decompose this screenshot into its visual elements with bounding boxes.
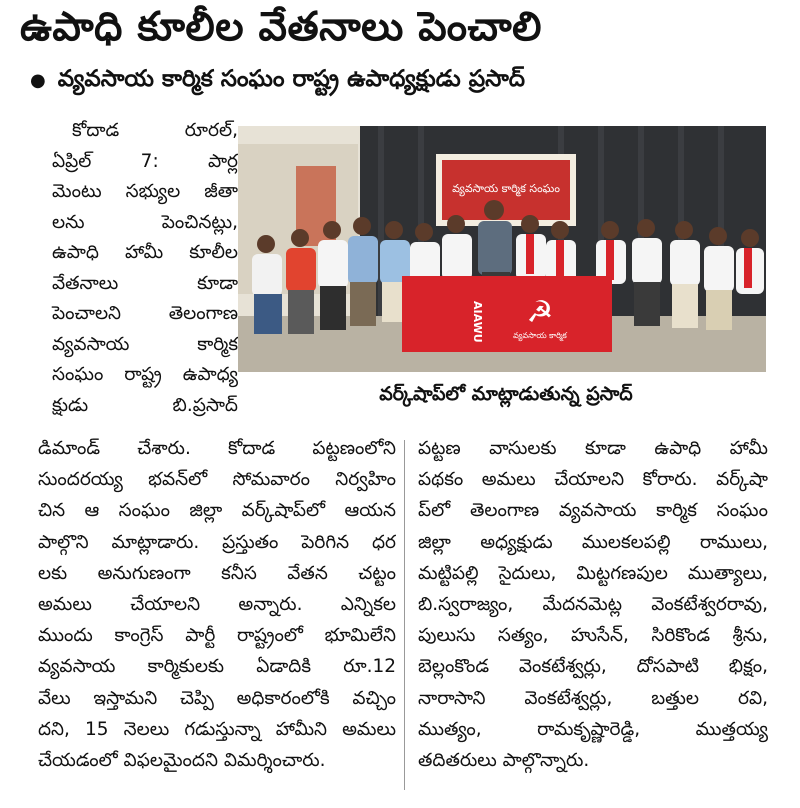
article-line: డిమాండ్ చేశారు. కోదాడ పట్టణంలోని bbox=[38, 438, 396, 459]
article-line: సంఘం రాష్ట్ర ఉపాధ్య bbox=[52, 364, 238, 385]
article-intro-column bbox=[52, 116, 238, 421]
subheadline bbox=[30, 62, 790, 98]
subheadline-text: వ్యవసాయ కార్మిక సంఘం రాష్ట్ర ఉపాధ్యక్షుడు ప్రసాద్ bbox=[57, 66, 526, 92]
article-line: దని, 15 నెలలు గడుస్తున్నా హామీని అమలు bbox=[38, 718, 396, 740]
article-line: సుందరయ్య భవన్‌లో సోమవారం నిర్వహిం bbox=[38, 469, 396, 491]
article-line: ముందు కాంగ్రెస్ పార్టీ రాష్ట్రంలో భూమిలేని bbox=[38, 625, 396, 647]
article-line: తదితరులు పాల్గొన్నారు. bbox=[418, 750, 590, 772]
article-line: లకు అనుగుణంగా కనీస వేతన చట్టం bbox=[38, 562, 396, 584]
article-column-right bbox=[418, 433, 768, 776]
article-line: ప్‌లో తెలంగాణ వ్యవసాయ కార్మిక సంఘం bbox=[418, 500, 768, 522]
article-line: చేయడంలో విఫలమైందని విమర్శించారు. bbox=[38, 750, 326, 772]
photo-illustration bbox=[238, 126, 766, 372]
photo-banner-text: వ్యవసాయ కార్మిక సంఘం bbox=[452, 182, 560, 195]
article-line: కోదాడ రూరల్, bbox=[72, 120, 238, 141]
photo-table-subtext: వ్యవసాయ కార్మిక bbox=[513, 331, 567, 340]
article-line: వ్యవసాయ కార్మికులకు ఏడాదికి రూ.12 bbox=[38, 656, 396, 678]
article-column-left bbox=[38, 433, 396, 776]
article-line: వేతనాలు కూడా bbox=[52, 272, 238, 294]
article-line: ఉపాధి హామీ కూలీల bbox=[52, 242, 238, 263]
bullet-icon: ● bbox=[30, 70, 46, 91]
article-line: లను పెంచినట్లు, bbox=[52, 211, 238, 233]
article-line: నారాసాని వెంకటేశ్వర్లు, బత్తుల రవి, bbox=[418, 687, 768, 709]
article-line: పులుసు సత్యం, హుసేన్, సిరికొండ శ్రీను, bbox=[418, 625, 768, 647]
article-line: చిన ఆ సంఘం జిల్లా వర్క్‌షాప్‌లో ఆయన bbox=[38, 500, 396, 522]
article-line: బి.స్వరాజ్యం, మేదనమెట్ల వెంకటేశ్వరరావు, bbox=[418, 594, 768, 616]
article-line: క్షుడు బి.ప్రసాద్ bbox=[52, 394, 238, 416]
article-line: ముత్యం, రామకృష్ణారెడ్డి, ముత్తయ్య bbox=[418, 718, 768, 740]
column-divider bbox=[404, 440, 405, 790]
article-line: ఏప్రిల్ 7: పార్ల bbox=[52, 150, 238, 172]
article-line: మట్టిపల్లి సైదులు, మిట్టగణపుల ముత్యాలు, bbox=[418, 562, 768, 584]
article-line: అమలు చేయాలని అన్నారు. ఎన్నికల bbox=[38, 594, 396, 616]
article-line: పట్టణ వాసులకు కూడా ఉపాధి హామీ bbox=[418, 438, 768, 459]
article-line: పెంచాలని తెలంగాణ bbox=[52, 303, 238, 324]
photo-caption: వర్క్‌షాప్‌లో మాట్లాడుతున్న ప్రసాద్ bbox=[379, 383, 633, 405]
article-line: పథకం అమలు చేయాలని కోరారు. వర్క్‌షా bbox=[418, 469, 768, 491]
article-line: పాల్గొని మాట్లాడారు. ప్రస్తుతం పెరిగిన ధర bbox=[38, 531, 396, 553]
article-line: జిల్లా అధ్యక్షుడు ములకలపల్లి రాములు, bbox=[418, 531, 768, 553]
article-line: బెల్లంకొండ వెంకటేశ్వర్లు, దోసపాటి భిక్షం, bbox=[418, 656, 768, 678]
hammer-sickle-icon: ☭ bbox=[526, 295, 554, 330]
article-line: వేలు ఇస్తామని చెప్పి అధికారంలోకి వచ్చిం bbox=[38, 687, 396, 709]
photo-table-text: AIAWU bbox=[471, 301, 484, 343]
photo-table bbox=[402, 276, 612, 352]
article-line: మెంటు సభ్యుల జీతా bbox=[52, 181, 238, 202]
article-line: వ్యవసాయ కార్మిక bbox=[52, 333, 238, 355]
headline: ఉపాధి కూలీల వేతనాలు పెంచాలి bbox=[20, 4, 542, 50]
news-photo bbox=[238, 126, 766, 372]
